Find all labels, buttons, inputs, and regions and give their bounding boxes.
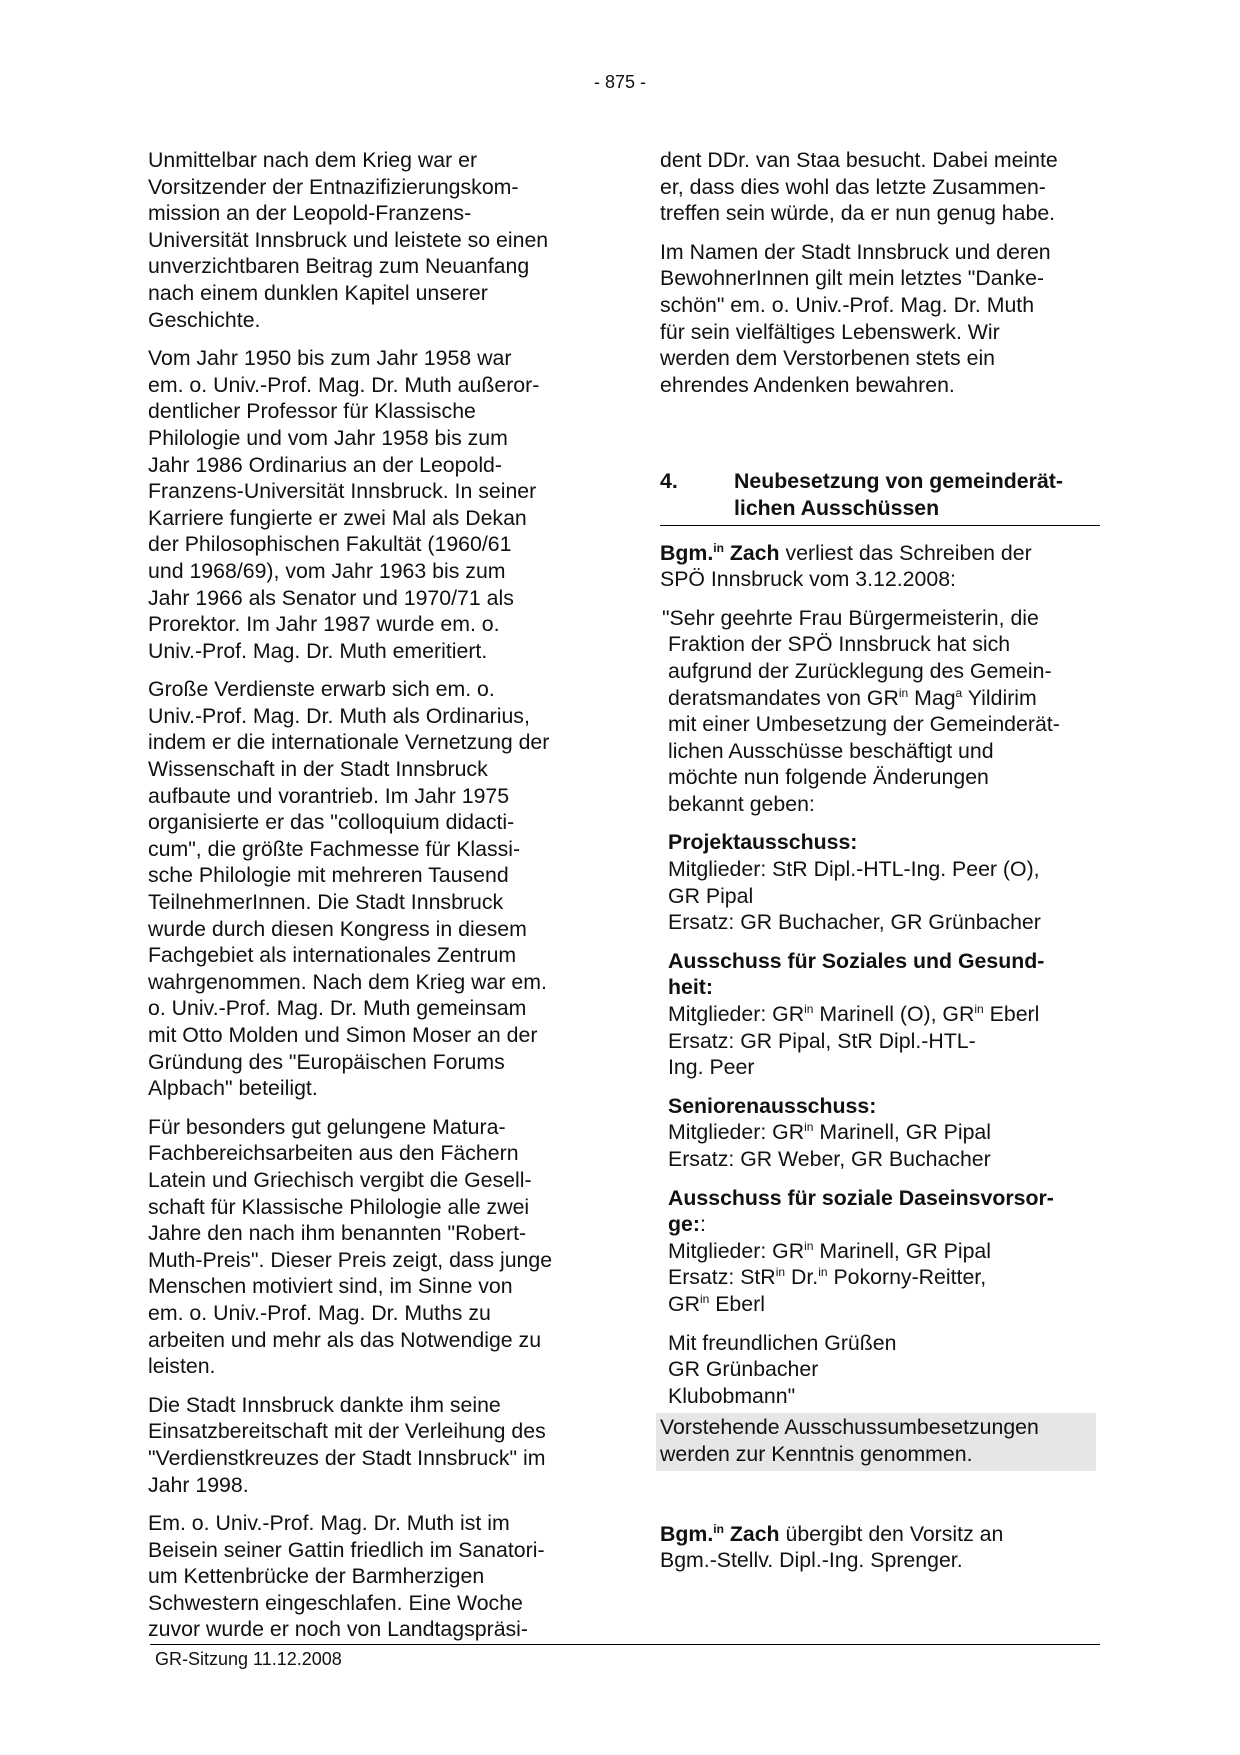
committee-senioren: Seniorenausschuss: Mitglieder: $GR^{in}$ Marinell, GR Pipal Ersatz: GR Weber, GR Buchacher [668, 1093, 1100, 1173]
paragraph: Vom Jahr 1950 bis zum Jahr 1958 war em. o. Univ.-Prof. Mag. Dr. Muth außeror- dentlicher Professor für Klassische Philologie und vom Jahr 1958 bis zum Jahr 1986 Ordinarius an der Leopold- Franzens-Universität Innsbruck. In seiner Karriere fungierte er zwei Mal als Dekan der Philosophischen Fakultät (1960/61 und 1968/69), vom Jahr 1963 bis zum Jahr 1966 als Senator und 1970/71 als Prorektor. Im Jahr 1987 wurde em. o. Univ.-Prof. Mag. Dr. Muth emeritiert. [148, 346, 540, 663]
paragraph: Für besonders gut gelungene Matura- Fachbereichsarbeiten aus den Fächern Latein und Griechisch vergibt die Gesell- schaft für Klassische Philologie alle zwei Jahre den nach ihm benannten "Robert- Muth-Preis". Dieser Preis zeigt, dass junge Menschen motiviert sind, im Sinne von em. o. Univ.-Prof. Mag. Dr. Muths zu arbeiten und mehr als das Notwendige zu leisten. [148, 1114, 553, 1379]
committee-title: Ausschuss für Soziales und Gesund- [668, 948, 1045, 973]
paragraph: Unmittelbar nach dem Krieg war er Vorsitzender der Entnazifizierungskom- mission an der Leopold-Franzens- Universität Innsbruck und leistete so einen unverzichtbaren Beitrag zum Neuanfang nach einem dunklen Kapitel unserer Geschichte. [148, 148, 549, 332]
reading-paragraph: Bgm.$^{in}$ Zach verliest das Schreiben der SPÖ Innsbruck vom 3.12.2008: [660, 540, 1032, 592]
handover-paragraph: Bgm.$^{in}$ Zach übergibt den Vorsitz an Bgm.-Stellv. Dipl.-Ing. Sprenger. [660, 1521, 1004, 1573]
committee-daseinsvorsorge: Ausschuss für soziale Daseinsvorsor- ge:: Mitglieder: $GR^{in}$ Marinell, GR Pipal Ersatz: StR$^{in}$ Dr.$^{in}$ Pokorny-Reitter, $GR^{in}$ Eberl [668, 1185, 1100, 1318]
footer-text: GR-Sitzung 11.12.2008 [155, 1649, 342, 1669]
paragraph: Die Stadt Innsbruck dankte ihm seine Einsatzbereitschaft mit der Verleihung des "Verdienstkreuzes der Stadt Innsbruck" im Jahr 1998. [148, 1392, 546, 1497]
committee-title: Ausschuss für soziale Daseinsvorsor- [668, 1185, 1054, 1210]
letter-intro: "Sehr geehrte Frau Bürgermeisterin, die Fraktion der SPÖ Innsbruck hat sich aufgrund der Zurücklegung des Gemein- deratsmandates von $GR^{in}$ Mag$^a$ Yildirim mit einer Umbesetzung der Gemeinderät- lichen Ausschüsse beschäftigt und möchte nun folgende Änderungen bekannt geben: [662, 605, 1060, 816]
letter-closing: Mit freundlichen Grüßen GR Grünbacher Klubobmann" [668, 1330, 897, 1408]
footer-rule [150, 1644, 1100, 1645]
section-title: Neubesetzung von gemeinderät- lichen Ausschüssen [734, 469, 1063, 520]
paragraph: dent DDr. van Staa besucht. Dabei meinte er, dass dies wohl das letzte Zusammen- treffen sein würde, da er nun genug habe. [660, 148, 1058, 226]
committee-title: Projektausschuss: [668, 830, 858, 855]
committee-soziales: Ausschuss für Soziales und Gesund- heit: Mitglieder: $GR^{in}$ Marinell (O), $GR^{in}$ Eberl Ersatz: GR Pipal, StR Dipl.-HTL- Ing. Peer [668, 948, 1100, 1081]
committee-title: Seniorenausschuss: [668, 1093, 877, 1118]
paragraph: Im Namen der Stadt Innsbruck und deren BewohnerInnen gilt mein letztes "Danke- schön" em. o. Univ.-Prof. Mag. Dr. Muth für sein vielfältiges Lebenswerk. Wir werden dem Verstorbenen stets ein ehrendes Andenken bewahren. [660, 239, 1051, 397]
left-column [148, 147, 594, 1655]
committee-projekt: Projektausschuss: Mitglieder: StR Dipl.-HTL-Ing. Peer (O), GR Pipal Ersatz: GR Buchacher, GR Grünbacher [668, 829, 1100, 935]
section-number: 4. [660, 469, 678, 494]
paragraph: Große Verdienste erwarb sich em. o. Univ.-Prof. Mag. Dr. Muth als Ordinarius, indem er die internationale Vernetzung der Wissenschaft in der Stadt Innsbruck aufbaute und vorantrieb. Im Jahr 1975 organisierte er das "colloquium didacti- cum", die größte Fachmesse für Klassi- sche Philologie mit mehreren Tausend TeilnehmerInnen. Die Stadt Innsbruck wurde durch diesen Kongress in diesem Fachgebiet als internationales Zentrum wahrgenommen. Nach dem Krieg war em. o. Univ.-Prof. Mag. Dr. Muth gemeinsam mit Otto Molden und Simon Moser an der Gründung des "Europäischen Forums Alpbach" beteiligt. [148, 677, 550, 1101]
resolution-box: Vorstehende Ausschussumbesetzungen werden zur Kenntnis genommen. [656, 1413, 1096, 1470]
paragraph: Em. o. Univ.-Prof. Mag. Dr. Muth ist im Beisein seiner Gattin friedlich im Sanatori- um Kettenbrücke der Barmherzigen Schwestern eingeschlafen. Eine Woche zuvor wurde er noch von Landtagspräsi- [148, 1511, 545, 1642]
page-number: - 875 - [593, 72, 647, 92]
right-intro [660, 147, 1100, 398]
letter [662, 605, 1100, 1410]
section-heading [660, 468, 1100, 525]
right-column [660, 147, 1100, 1586]
